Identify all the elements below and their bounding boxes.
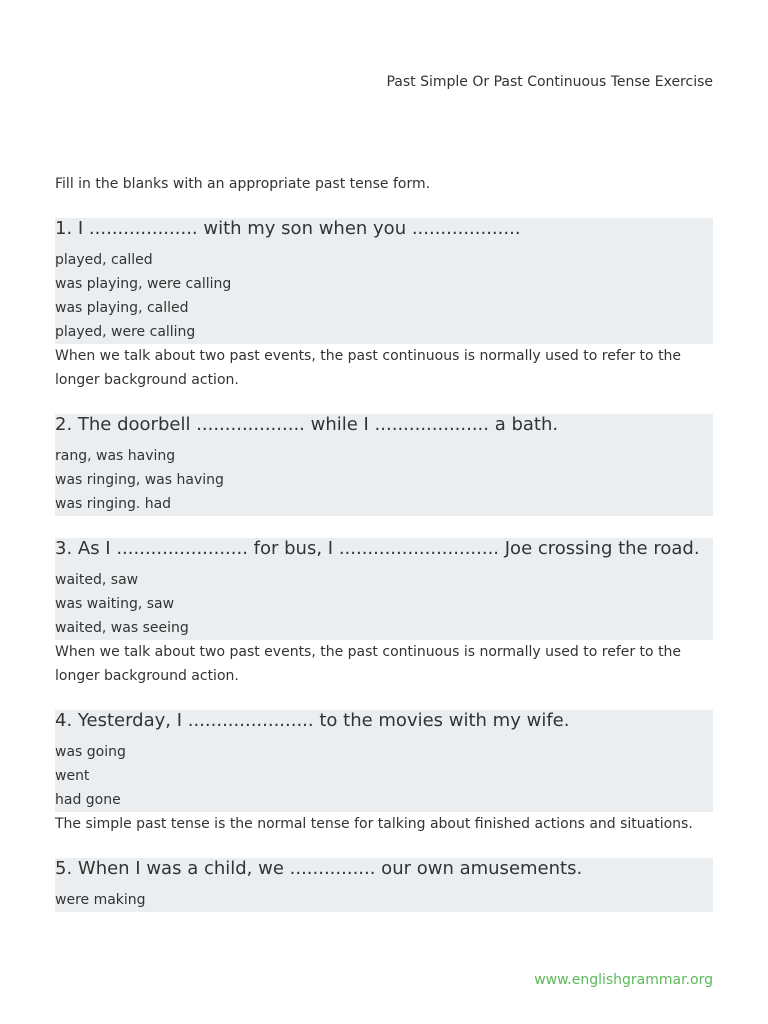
answer-explanation: The simple past tense is the normal tense for talking about finished actions and situations. xyxy=(55,816,693,832)
question-3 xyxy=(55,538,713,688)
answer-explanation: When we talk about two past events, the past continuous is normally used to refer to the longer background action. xyxy=(55,644,682,684)
answer-option[interactable]: was ringing. had xyxy=(55,496,172,512)
footer-website-link[interactable]: www.englishgrammar.org xyxy=(534,972,713,988)
question-5 xyxy=(55,858,713,912)
question-text: 3. As I ....................... for bus, I ............................ Joe crossing the road. xyxy=(55,538,700,559)
question-text: 1. I ................... with my son when you ................... xyxy=(55,218,521,239)
instructions-text: Fill in the blanks with an appropriate past tense form. xyxy=(55,176,431,192)
options-list xyxy=(55,568,713,640)
answer-option[interactable]: was playing, called xyxy=(55,300,189,316)
options-list xyxy=(55,888,713,912)
answer-option[interactable]: was playing, were calling xyxy=(55,276,232,292)
question-box xyxy=(55,414,713,516)
question-box xyxy=(55,710,713,812)
answer-option[interactable]: was going xyxy=(55,744,126,760)
question-box xyxy=(55,218,713,344)
options-list xyxy=(55,740,713,812)
page-title: Past Simple Or Past Continuous Tense Exercise xyxy=(386,74,713,90)
answer-option[interactable]: were making xyxy=(55,892,146,908)
questions-list xyxy=(55,218,713,934)
answer-option[interactable]: waited, saw xyxy=(55,572,139,588)
options-list xyxy=(55,248,713,344)
answer-option[interactable]: played, were calling xyxy=(55,324,196,340)
question-text: 4. Yesterday, I ...................... to the movies with my wife. xyxy=(55,710,570,731)
question-box xyxy=(55,858,713,912)
answer-option[interactable]: went xyxy=(55,768,90,784)
options-list xyxy=(55,444,713,516)
question-1 xyxy=(55,218,713,392)
question-text: 2. The doorbell ................... while I .................... a bath. xyxy=(55,414,559,435)
answer-option[interactable]: had gone xyxy=(55,792,121,808)
worksheet-page xyxy=(55,0,713,1024)
answer-option[interactable]: was waiting, saw xyxy=(55,596,175,612)
answer-option[interactable]: played, called xyxy=(55,252,153,268)
question-text: 5. When I was a child, we ............... our own amusements. xyxy=(55,858,583,879)
question-2 xyxy=(55,414,713,516)
answer-explanation: When we talk about two past events, the past continuous is normally used to refer to the longer background action. xyxy=(55,348,682,388)
question-4 xyxy=(55,710,713,836)
answer-option[interactable]: rang, was having xyxy=(55,448,176,464)
answer-option[interactable]: waited, was seeing xyxy=(55,620,189,636)
answer-option[interactable]: was ringing, was having xyxy=(55,472,224,488)
question-box xyxy=(55,538,713,640)
